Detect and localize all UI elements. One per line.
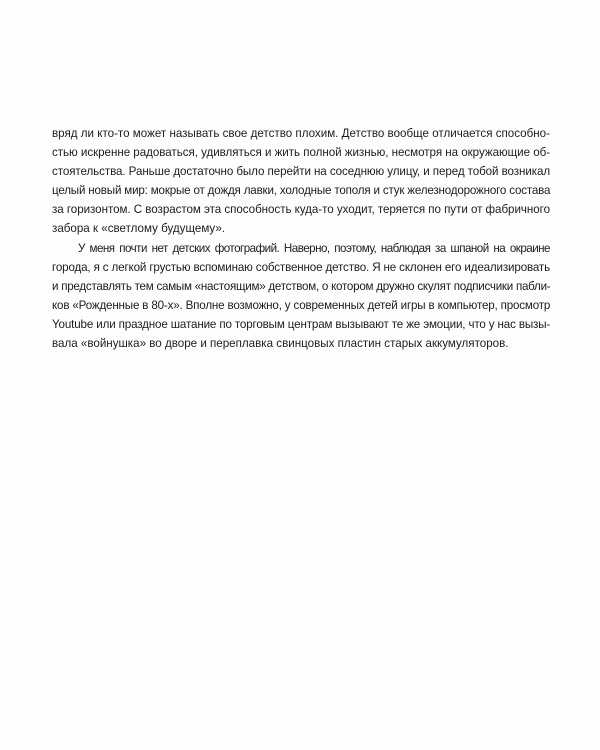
- body-text: [52, 124, 550, 353]
- text-line: за горизонтом. С возрастом эта способность куда-то уходит, теряется по пути от фабричного: [52, 203, 550, 217]
- text-line: вряд ли кто-то может называть свое детство плохим. Детство вообще отличается способно-: [52, 127, 550, 140]
- text-line: У меня почти нет детских фотографий. Наверно, поэтому, наблюдая за шпаной на окраине: [78, 241, 550, 255]
- text-line: забора к «светлому будущему».: [52, 222, 226, 236]
- text-line: стоятельства. Раньше достаточно было перейти на соседнюю улицу, и перед тобой возникал: [52, 165, 551, 179]
- text-line: и представлять тем самым «настоящим» детством, о котором дружно скулят подписчики пабли-: [52, 279, 551, 293]
- text-line: ков «Рожденные в 80-х». Вполне возможно, у современных детей игры в компьютер, просмотр: [52, 298, 551, 312]
- paragraph-1: [52, 124, 550, 239]
- paragraph-2: [52, 239, 550, 354]
- text-line: города, я с легкой грустью вспоминаю собственное детство. Я не склонен его идеализировать: [52, 260, 550, 274]
- text-line: вала «войнушка» во дворе и переплавка свинцовых пластин старых аккумуляторов.: [52, 337, 509, 351]
- text-line: Youtube или праздное шатание по торговым центрам вызывают те же эмоции, что у нас вызы-: [52, 317, 551, 331]
- text-line: целый новый мир: мокрые от дождя лавки, холодные тополя и стук железнодорожного состава: [52, 184, 551, 198]
- text-line: стью искренне радоваться, удивляться и жить полной жизнью, несмотря на окружающие об-: [52, 146, 551, 160]
